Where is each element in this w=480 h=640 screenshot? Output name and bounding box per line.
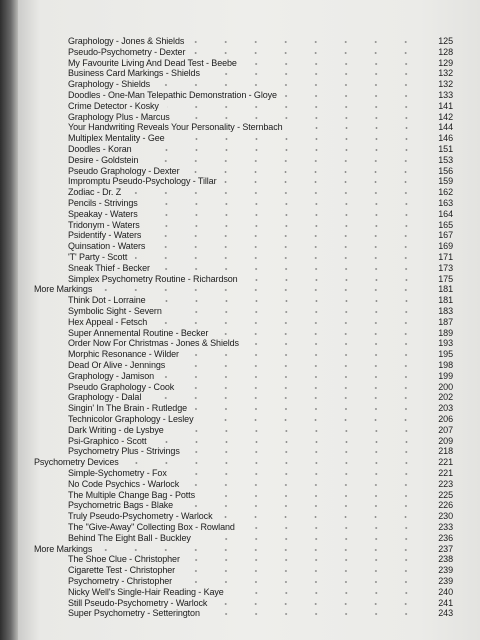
toc-entry-title: Graphology Plus - Marcus — [68, 111, 170, 122]
toc-leader-dots — [153, 244, 421, 250]
toc-leader-dots — [149, 233, 421, 239]
toc-entry-title: Still Pseudo-Psychometry - Warlock — [68, 597, 208, 608]
toc-entry-title: Tridonym - Waters — [68, 219, 140, 230]
toc-entry — [16, 392, 461, 403]
toc-leader-dots — [243, 525, 421, 531]
toc-leader-dots — [178, 115, 421, 121]
toc-entry-title: Desire - Goldstein — [68, 154, 139, 165]
toc-entry-title: Speakay - Waters — [68, 208, 138, 219]
toc-page-number: 203 — [438, 403, 453, 414]
toc-entry — [16, 198, 461, 209]
toc-page-number: 153 — [438, 154, 453, 165]
toc-entry — [16, 155, 461, 166]
toc-leader-dots — [135, 255, 421, 261]
toc-leader-dots — [285, 93, 421, 99]
toc-page-number: 200 — [438, 381, 453, 392]
toc-leader-dots — [146, 201, 421, 207]
toc-leader-dots — [245, 61, 421, 67]
toc-entry-title: Impromptu Pseudo-Psychology - Tillar — [68, 176, 217, 187]
toc-entry — [16, 58, 461, 69]
toc-leader-dots — [158, 266, 421, 272]
toc-entry-title: Sneak Thief - Becker — [68, 262, 150, 273]
toc-entry — [16, 122, 461, 133]
toc-leader-dots — [187, 352, 421, 358]
toc-entry — [16, 360, 461, 371]
toc-leader-dots — [173, 136, 421, 142]
toc-entry — [16, 317, 461, 328]
toc-entry — [16, 101, 461, 112]
toc-entry-title: Hex Appeal - Fetsch — [68, 316, 148, 327]
toc-page-number: 183 — [438, 306, 453, 316]
toc-leader-dots — [173, 363, 421, 369]
toc-entry — [16, 608, 461, 619]
toc-entry — [16, 511, 461, 522]
toc-page-number: 221 — [438, 468, 453, 478]
toc-page-number: 207 — [438, 424, 453, 435]
toc-leader-dots — [155, 439, 421, 445]
toc-entry-title: 'T' Party - Scott — [68, 252, 128, 262]
toc-page-number: 199 — [438, 370, 453, 381]
toc-entry-title: Doodles - Koran — [68, 144, 132, 154]
toc-entry-title: Psidentify - Waters — [68, 230, 142, 241]
toc-page-number: 221 — [438, 457, 453, 468]
toc-leader-dots — [188, 449, 421, 455]
toc-entry — [16, 68, 461, 79]
toc-page-number: 167 — [438, 230, 453, 241]
toc-page-number: 218 — [438, 446, 453, 457]
toc-leader-dots — [170, 309, 421, 315]
toc-entry-title: Think Dot - Lorraine — [68, 295, 146, 306]
toc-page-number: 151 — [438, 144, 453, 154]
toc-page-number: 132 — [438, 68, 453, 79]
toc-leader-dots — [183, 568, 421, 574]
toc-entry — [16, 500, 461, 511]
toc-entry — [16, 576, 461, 587]
toc-page-number: 175 — [438, 273, 453, 284]
toc-leader-dots — [140, 147, 421, 153]
toc-page-number: 236 — [438, 532, 453, 543]
toc-entry — [16, 338, 461, 349]
toc-entry — [16, 446, 461, 457]
toc-page-number: 209 — [438, 435, 453, 446]
toc-entry — [16, 306, 461, 317]
toc-entry-title: More Markings — [34, 543, 93, 554]
toc-page-number: 133 — [438, 90, 453, 100]
toc-section-heading — [16, 284, 461, 295]
toc-entry — [16, 425, 461, 436]
toc-page-number: 141 — [438, 100, 453, 111]
toc-entry — [16, 479, 461, 490]
toc-entry-title: Pseudo Graphology - Dexter — [68, 165, 180, 176]
toc-leader-dots — [129, 190, 421, 196]
toc-entry-title: Order Now For Christmas - Jones & Shields — [68, 338, 239, 349]
toc-entry — [16, 90, 461, 101]
toc-entry-title: Psychometry Plus - Strivings — [68, 446, 180, 457]
toc-leader-dots — [232, 590, 421, 596]
toc-entry-title: Singin' In The Brain - Rutledge — [68, 403, 188, 414]
toc-entry — [16, 328, 461, 339]
toc-leader-dots — [158, 82, 421, 88]
toc-entry-title: Psychometry - Christopher — [68, 576, 173, 586]
toc-entry-title: My Favourite Living And Dead Test - Beebe — [68, 57, 237, 68]
toc-leader-dots — [149, 395, 421, 401]
toc-page-number: 164 — [438, 208, 453, 219]
toc-leader-dots — [192, 39, 421, 45]
toc-entry — [16, 187, 461, 198]
toc-entry — [16, 112, 461, 123]
toc-leader-dots — [180, 579, 421, 585]
toc-leader-dots — [146, 212, 421, 218]
toc-entry — [16, 414, 461, 425]
toc-entry-title: Dead Or Alive - Jennings — [68, 360, 166, 370]
toc-page-number: 142 — [438, 111, 453, 122]
toc-leader-dots — [291, 125, 422, 131]
toc-entry — [16, 47, 461, 58]
toc-entry-title: Graphology - Dalal — [68, 392, 142, 403]
toc-page-number: 198 — [438, 360, 453, 370]
toc-leader-dots — [175, 471, 421, 477]
toc-leader-dots — [155, 320, 421, 326]
toc-entry-title: Pseudo Graphology - Cook — [68, 381, 175, 392]
toc-leader-dots — [203, 493, 421, 499]
toc-entry-title: The "Give-Away" Collecting Box - Rowland — [68, 522, 235, 532]
toc-page-number: 132 — [438, 79, 453, 90]
toc-section-heading — [16, 457, 461, 468]
toc-entry — [16, 382, 461, 393]
toc-entry-title: Zodiac - Dr. Z — [68, 187, 122, 198]
toc-page-number: 240 — [438, 586, 453, 597]
toc-page-number: 223 — [438, 478, 453, 489]
toc-entry — [16, 209, 461, 220]
toc-page-number: 146 — [438, 133, 453, 144]
toc-entry — [16, 79, 461, 90]
toc-leader-dots — [146, 158, 421, 164]
toc-leader-dots — [187, 169, 421, 175]
toc-leader-dots — [100, 547, 421, 553]
toc-leader-dots — [188, 557, 421, 563]
toc-entry — [16, 522, 461, 533]
toc-leader-dots — [100, 287, 421, 293]
toc-page-number: 202 — [438, 392, 453, 403]
toc-entry-title: Pencils - Strivings — [68, 198, 138, 208]
toc-entry-title: Graphology - Jones & Shields — [68, 36, 185, 46]
toc-leader-dots — [167, 104, 421, 110]
toc-page-number: 165 — [438, 219, 453, 230]
toc-entry-title: Cigarette Test - Christopher — [68, 565, 176, 576]
toc-leader-dots — [199, 536, 421, 542]
toc-entry-title: Psi-Graphico - Scott — [68, 435, 147, 446]
toc-leader-dots — [246, 277, 421, 283]
toc-section-heading — [16, 544, 461, 555]
toc-leader-dots — [247, 341, 421, 347]
toc-entry — [16, 490, 461, 501]
toc-entry — [16, 274, 461, 285]
toc-page-number: 233 — [438, 522, 453, 532]
toc-leader-dots — [187, 482, 421, 488]
toc-entry-title: Pseudo-Psychometry - Dexter — [68, 46, 186, 57]
toc-entry — [16, 230, 461, 241]
toc-leader-dots — [195, 406, 421, 412]
toc-leader-dots — [193, 50, 421, 56]
toc-page-number: 226 — [438, 500, 453, 511]
toc-entry-title: Psychometric Bags - Blake — [68, 500, 174, 511]
toc-entry — [16, 241, 461, 252]
toc-entry-title: Super Annemental Routine - Becker — [68, 327, 209, 338]
toc-leader-dots — [201, 417, 421, 423]
toc-entry-title: Super Psychometry - Setterington — [68, 608, 200, 619]
toc-page-number: 230 — [438, 511, 453, 522]
toc-entry — [16, 403, 461, 414]
toc-entry — [16, 252, 461, 263]
toc-leader-dots — [182, 385, 421, 391]
toc-page-number: 187 — [438, 316, 453, 327]
toc-entry-title: Simplex Psychometry Routine - Richardson — [68, 273, 238, 284]
toc-entry-title: Graphology - Shields — [68, 79, 151, 90]
toc-page-number: 181 — [438, 295, 453, 306]
table-of-contents — [16, 0, 480, 640]
toc-entry — [16, 587, 461, 598]
toc-entry-title: Symbolic Sight - Severn — [68, 306, 162, 316]
toc-leader-dots — [127, 460, 421, 466]
toc-entry-title: Dark Writing - de Lysbye — [68, 424, 164, 435]
toc-leader-dots — [208, 71, 421, 77]
toc-entry — [16, 36, 461, 47]
toc-page-number: 163 — [438, 198, 453, 208]
toc-page-number: 125 — [438, 36, 453, 46]
toc-leader-dots — [224, 179, 421, 185]
toc-entry — [16, 554, 461, 565]
toc-leader-dots — [216, 331, 421, 337]
toc-entry-title: Technicolor Graphology - Lesley — [68, 414, 194, 424]
toc-entry — [16, 371, 461, 382]
toc-entry — [16, 565, 461, 576]
toc-entry-title: Simple-Sychometry - Fox — [68, 468, 167, 478]
toc-page-number: 239 — [438, 565, 453, 576]
toc-entry-title: No Code Psychics - Warlock — [68, 478, 180, 489]
toc-page-number: 128 — [438, 46, 453, 57]
toc-page-number: 237 — [438, 543, 453, 554]
toc-entry — [16, 176, 461, 187]
toc-leader-dots — [162, 374, 421, 380]
toc-entry — [16, 133, 461, 144]
toc-page-number: 189 — [438, 327, 453, 338]
toc-leader-dots — [148, 223, 421, 229]
toc-entry — [16, 533, 461, 544]
toc-entry-title: Morphic Resonance - Wilder — [68, 349, 179, 360]
toc-page-number: 206 — [438, 414, 453, 424]
toc-leader-dots — [154, 298, 421, 304]
toc-page-number: 162 — [438, 187, 453, 198]
toc-entry-title: Doodles - One-Man Telepathic Demonstration - Gloye — [68, 90, 277, 100]
toc-entry-title: Psychometry Devices — [34, 457, 119, 468]
toc-entry-title: Truly Pseudo-Psychometry - Warlock — [68, 511, 213, 522]
toc-entry — [16, 436, 461, 447]
toc-entry — [16, 468, 461, 479]
toc-entry-title: Quinsation - Waters — [68, 241, 146, 252]
toc-leader-dots — [215, 601, 421, 607]
toc-page-number: 156 — [438, 165, 453, 176]
toc-page-number: 239 — [438, 576, 453, 586]
toc-entry — [16, 220, 461, 231]
toc-entry — [16, 295, 461, 306]
toc-page-number: 243 — [438, 608, 453, 619]
toc-entry-title: Crime Detector - Kosky — [68, 100, 159, 111]
toc-page-number: 144 — [438, 122, 453, 133]
toc-entry-title: Your Handwriting Reveals Your Personality - Sternbach — [68, 122, 283, 133]
toc-page-number: 238 — [438, 554, 453, 565]
toc-page-number: 195 — [438, 349, 453, 360]
toc-page-number: 129 — [438, 57, 453, 68]
toc-page-number: 169 — [438, 241, 453, 252]
toc-entry — [16, 263, 461, 274]
toc-entry-title: The Multiple Change Bag - Potts — [68, 489, 195, 500]
toc-entry-title: Nicky Well's Single-Hair Reading - Kaye — [68, 586, 224, 597]
toc-page-number: 225 — [438, 489, 453, 500]
toc-leader-dots — [181, 503, 421, 509]
toc-page-number: 241 — [438, 597, 453, 608]
toc-page-number: 171 — [438, 252, 453, 262]
toc-entry-title: Multiplex Mentality - Gee — [68, 133, 165, 144]
toc-page-number: 173 — [438, 262, 453, 273]
toc-leader-dots — [220, 514, 421, 520]
toc-entry-title: Graphology - Jamison — [68, 370, 155, 381]
toc-leader-dots — [208, 611, 421, 617]
toc-entry — [16, 166, 461, 177]
toc-page-number: 181 — [438, 284, 453, 295]
toc-entry-title: Business Card Markings - Shields — [68, 68, 200, 79]
toc-entry — [16, 598, 461, 609]
toc-entry-title: More Markings — [34, 284, 93, 295]
toc-page-number: 193 — [438, 338, 453, 349]
toc-entry-title: The Shoe Clue - Christopher — [68, 554, 180, 565]
toc-entry — [16, 349, 461, 360]
toc-entry — [16, 144, 461, 155]
toc-page-number: 159 — [438, 176, 453, 187]
toc-entry-title: Behind The Eight Ball - Buckley — [68, 532, 191, 543]
toc-leader-dots — [172, 428, 421, 434]
